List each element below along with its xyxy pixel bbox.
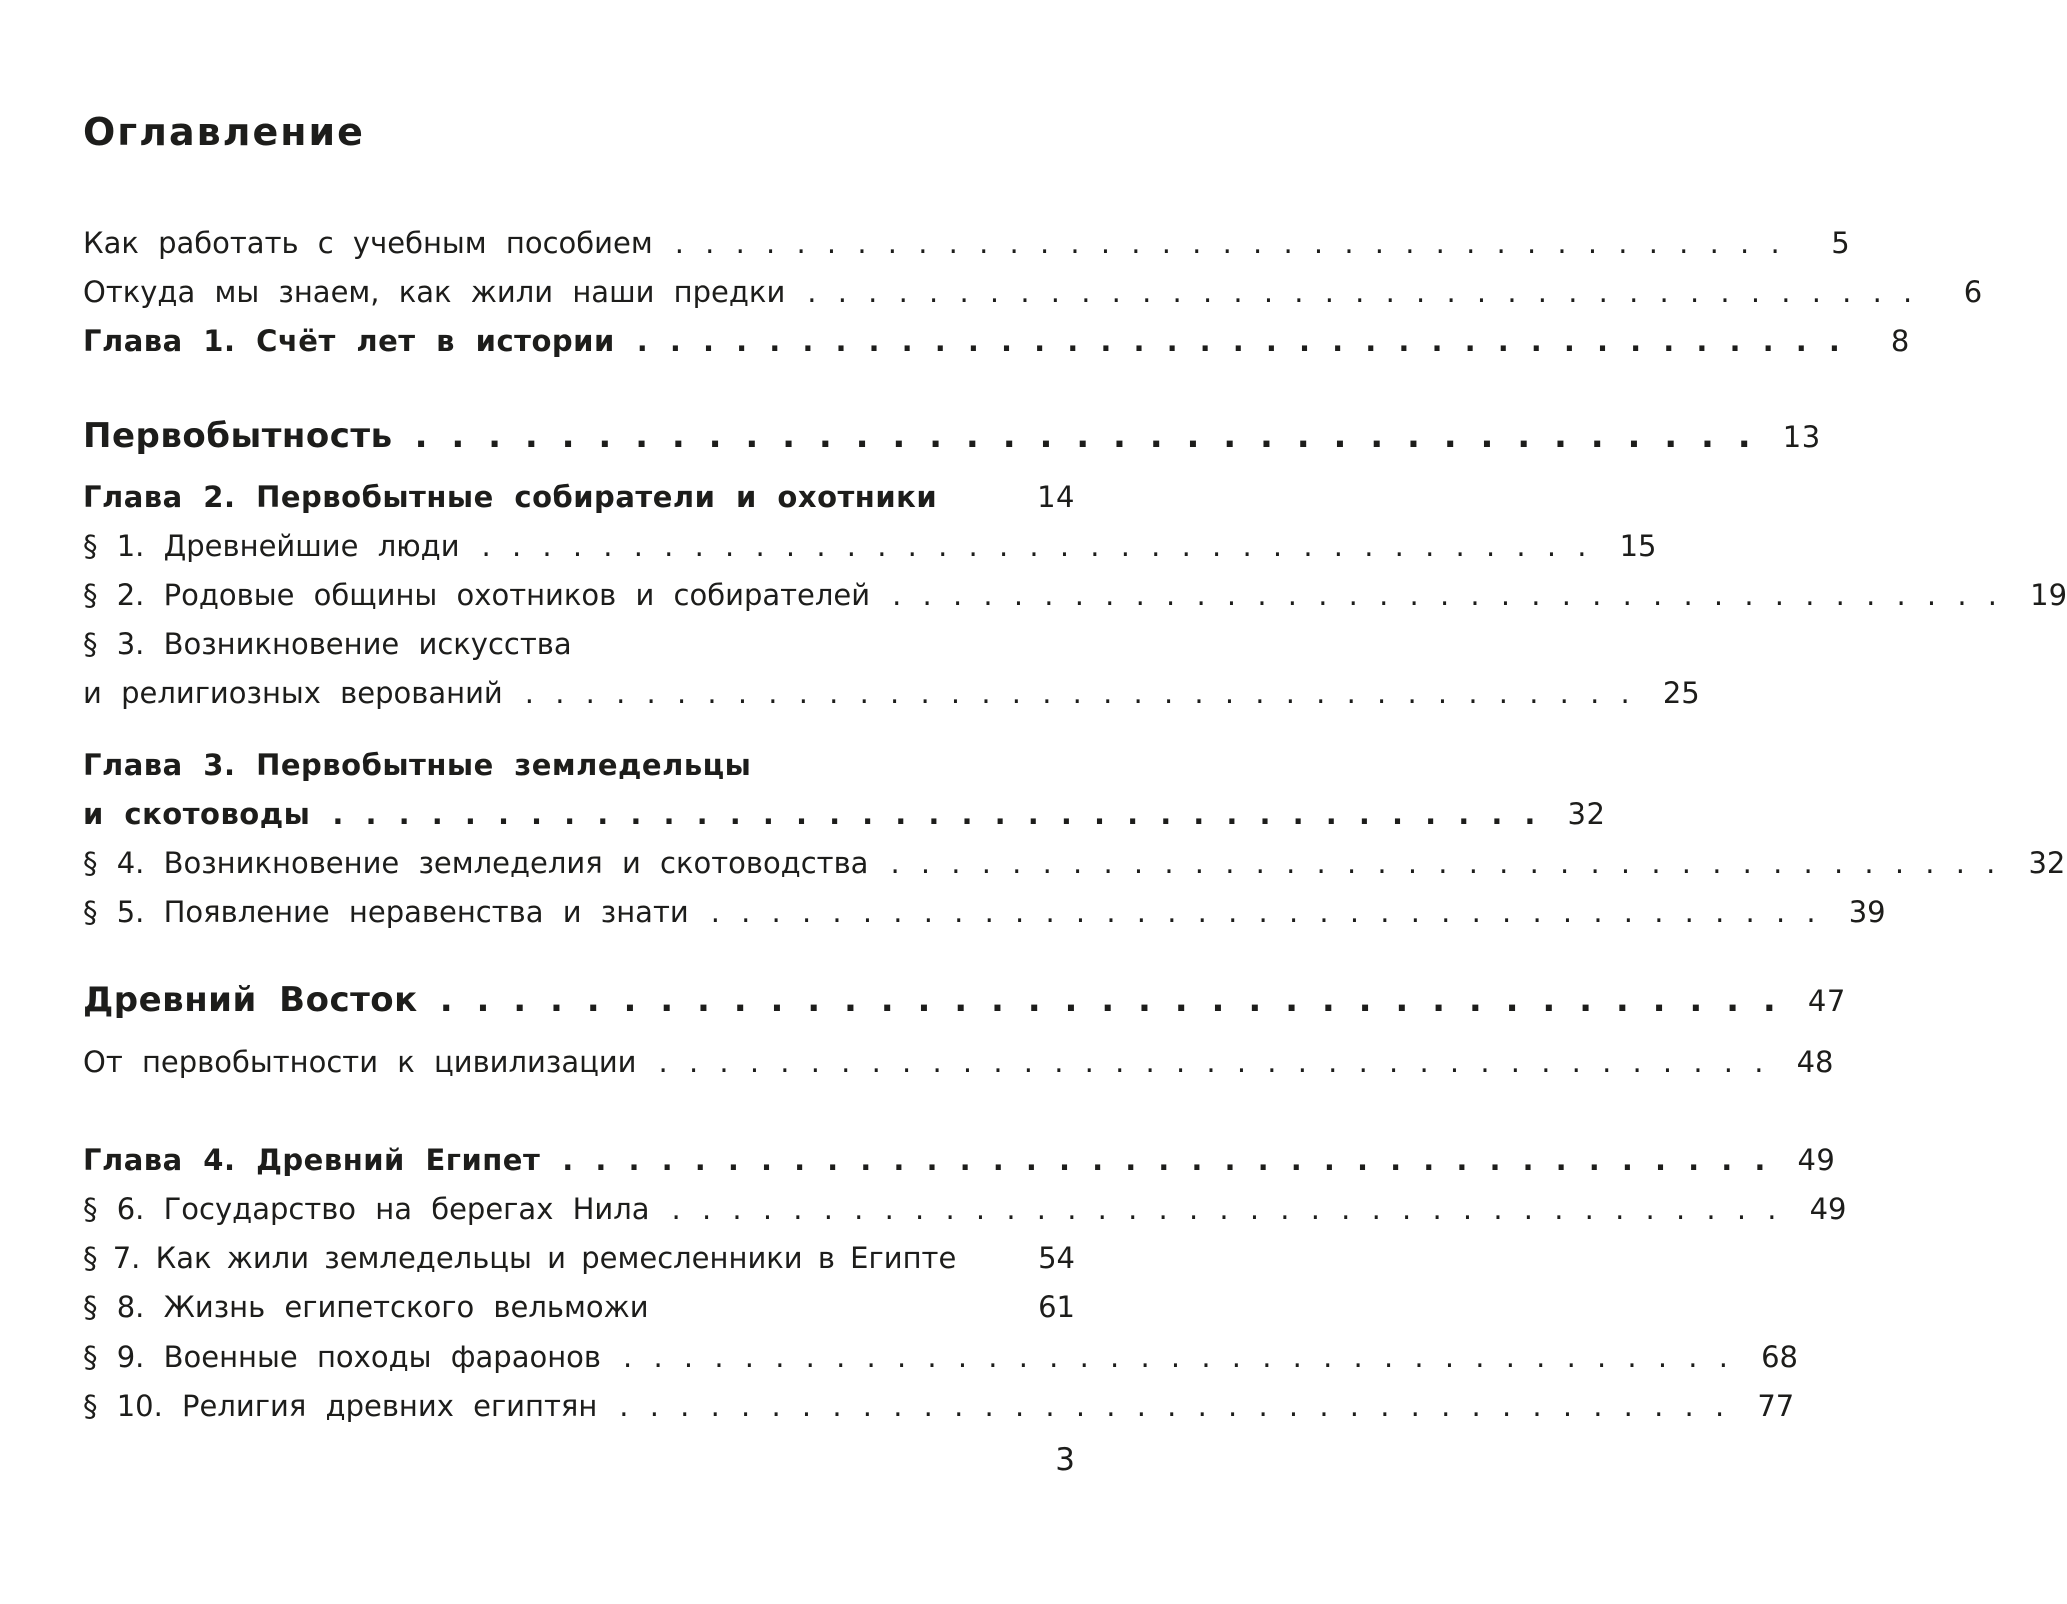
toc-entry-title: § 8. Жизнь египетского вельможи — [83, 1290, 649, 1324]
toc-page-number: 68 — [1761, 1340, 1798, 1374]
toc-page-number: 19 — [2030, 578, 2067, 612]
toc-page-number: 25 — [1662, 676, 1700, 710]
page-number: 3 — [1055, 1442, 1075, 1478]
toc-page-number: 48 — [1796, 1045, 1834, 1079]
toc-entry-title: Глава 2. Первобытные собиратели и охотники — [83, 480, 938, 514]
toc-page-number: 32 — [1567, 797, 1606, 831]
toc-page-number: 13 — [1782, 420, 1821, 454]
toc-leader-dots: . . . . . . . . . . . . . . . . . . . . . . . . . . . . . . . . . . . . . — [332, 797, 1542, 831]
toc-entry-title: § 9. Военные походы фараонов — [83, 1340, 602, 1374]
toc-entry-para-9 — [83, 1340, 1798, 1374]
toc-entry-para-8 — [83, 1290, 1075, 1324]
toc-entry-chapter-1 — [83, 324, 1910, 358]
toc-entry-chapter-2 — [83, 480, 1075, 514]
toc-entry-title: Глава 1. Счёт лет в истории — [83, 324, 615, 358]
toc-page-number: 47 — [1807, 984, 1846, 1018]
toc-page-number: 14 — [1037, 480, 1075, 514]
toc-page-number: 6 — [1963, 275, 1983, 309]
toc-section-primitive — [83, 416, 1821, 456]
toc-entry-para-7 — [83, 1241, 1075, 1275]
toc-page-number: 54 — [1038, 1241, 1075, 1275]
toc-entry-title: Глава 4. Древний Египет — [83, 1143, 541, 1177]
toc-entry-title: Глава 3. Первобытные земледельцы — [83, 748, 752, 782]
toc-entry-chapter-4 — [83, 1143, 1836, 1177]
toc-entry-chapter-3-line-2 — [83, 797, 1606, 831]
toc-section-ancient-east — [83, 980, 1846, 1020]
toc-leader-dots: . . . . . . . . . . . . . . . . . . . . . . . . . . . . . . . . . . . . . — [892, 578, 2004, 612]
toc-entry-title: От первобытности к цивилизации — [83, 1045, 637, 1079]
toc-leader-dots: . . . . . . . . . . . . . . . . . . . . . . . . . . . . . . . . . . . . . — [524, 676, 1636, 710]
toc-leader-dots: . . . . . . . . . . . . . . . . . . . . . . . . . . . . . . . . . . . . . — [636, 324, 1846, 358]
toc-entry-how-we-know — [83, 275, 1983, 309]
toc-entry-para-3-line-2 — [83, 676, 1700, 710]
toc-entry-title: Как работать с учебным пособием — [83, 226, 653, 260]
toc-entry-title: и скотоводы — [83, 797, 311, 831]
toc-leader-dots: . . . . . . . . . . . . . . . . . . . . . . . . . . . . . . . . . . . . . — [710, 895, 1822, 929]
toc-page-number: 77 — [1757, 1389, 1795, 1423]
toc-entry-title: § 3. Возникновение искусства — [83, 627, 572, 661]
toc-entry-title: § 5. Появление неравенства и знати — [83, 895, 689, 929]
toc-entry-title: § 7. Как жили земледельцы и ремесленники в Египте — [83, 1241, 957, 1275]
toc-leader-dots: . . . . . . . . . . . . . . . . . . . . . . . . . . . . . . . . . . . . . — [562, 1143, 1772, 1177]
toc-page-number: 32 — [2028, 846, 2066, 880]
toc-entry-title: § 10. Религия древних египтян — [83, 1389, 598, 1423]
page-title: Оглавление — [83, 110, 365, 154]
toc-page-number: 8 — [1890, 324, 1910, 358]
toc-leader-dots: . . . . . . . . . . . . . . . . . . . . . . . . . . . . . . . . . . . . . — [807, 275, 1919, 309]
toc-entry-how-to-work — [83, 226, 1850, 260]
toc-leader-dots: . . . . . . . . . . . . . . . . . . . . . . . . . . . . . . . . . . . . . — [890, 846, 2002, 880]
toc-entry-para-1 — [83, 529, 1657, 563]
toc-entry-title: § 2. Родовые общины охотников и собирателей — [83, 578, 871, 612]
toc-entry-title: Откуда мы знаем, как жили наши предки — [83, 275, 786, 309]
toc-section-title: Древний Восток — [83, 980, 418, 1020]
toc-page-number: 5 — [1831, 226, 1850, 260]
toc-entry-para-2 — [83, 578, 2067, 612]
toc-leader-dots: . . . . . . . . . . . . . . . . . . . . . . . . . . . . . . . . . . . . . — [671, 1192, 1783, 1226]
toc-entry-para-6 — [83, 1192, 1847, 1226]
toc-entry-para-10 — [83, 1389, 1795, 1423]
toc-leader-dots: . . . . . . . . . . . . . . . . . . . . . . . . . . . . . . . . . . . . . — [619, 1389, 1731, 1423]
toc-entry-para-4 — [83, 846, 2066, 880]
toc-leader-dots: . . . . . . . . . . . . . . . . . . . . . . . . . . . . . . . . . . . . . — [439, 980, 1782, 1020]
toc-leader-dots: . . . . . . . . . . . . . . . . . . . . . . . . . . . . . . . . . . . . . — [414, 416, 1757, 456]
toc-page-number: 61 — [1038, 1290, 1075, 1324]
toc-leader-dots: . . . . . . . . . . . . . . . . . . . . . . . . . . . . . . . . . . . . . — [658, 1045, 1770, 1079]
toc-page-number: 49 — [1809, 1192, 1847, 1226]
toc-entry-para-5 — [83, 895, 1886, 929]
toc-page-number: 15 — [1619, 529, 1657, 563]
toc-leader-dots: . . . . . . . . . . . . . . . . . . . . . . . . . . . . . . . . . . . . . — [674, 226, 1786, 260]
toc-section-title: Первобытность — [83, 416, 393, 456]
toc-entry-chapter-3-line-1 — [83, 748, 1075, 782]
toc-entry-to-civilization — [83, 1045, 1834, 1079]
toc-page-number: 39 — [1848, 895, 1886, 929]
toc-entry-title: § 1. Древнейшие люди — [83, 529, 460, 563]
toc-entry-para-3-line-1 — [83, 627, 1075, 661]
toc-leader-dots: . . . . . . . . . . . . . . . . . . . . . . . . . . . . . . . . . . . . . — [623, 1340, 1734, 1374]
toc-entry-title: § 6. Государство на берегах Нила — [83, 1192, 650, 1226]
toc-entry-title: § 4. Возникновение земледелия и скотоводства — [83, 846, 869, 880]
toc-leader-dots: . . . . . . . . . . . . . . . . . . . . . . . . . . . . . . . . . . . . . — [481, 529, 1593, 563]
toc-page-number: 49 — [1797, 1143, 1836, 1177]
toc-entry-title: и религиозных верований — [83, 676, 503, 710]
